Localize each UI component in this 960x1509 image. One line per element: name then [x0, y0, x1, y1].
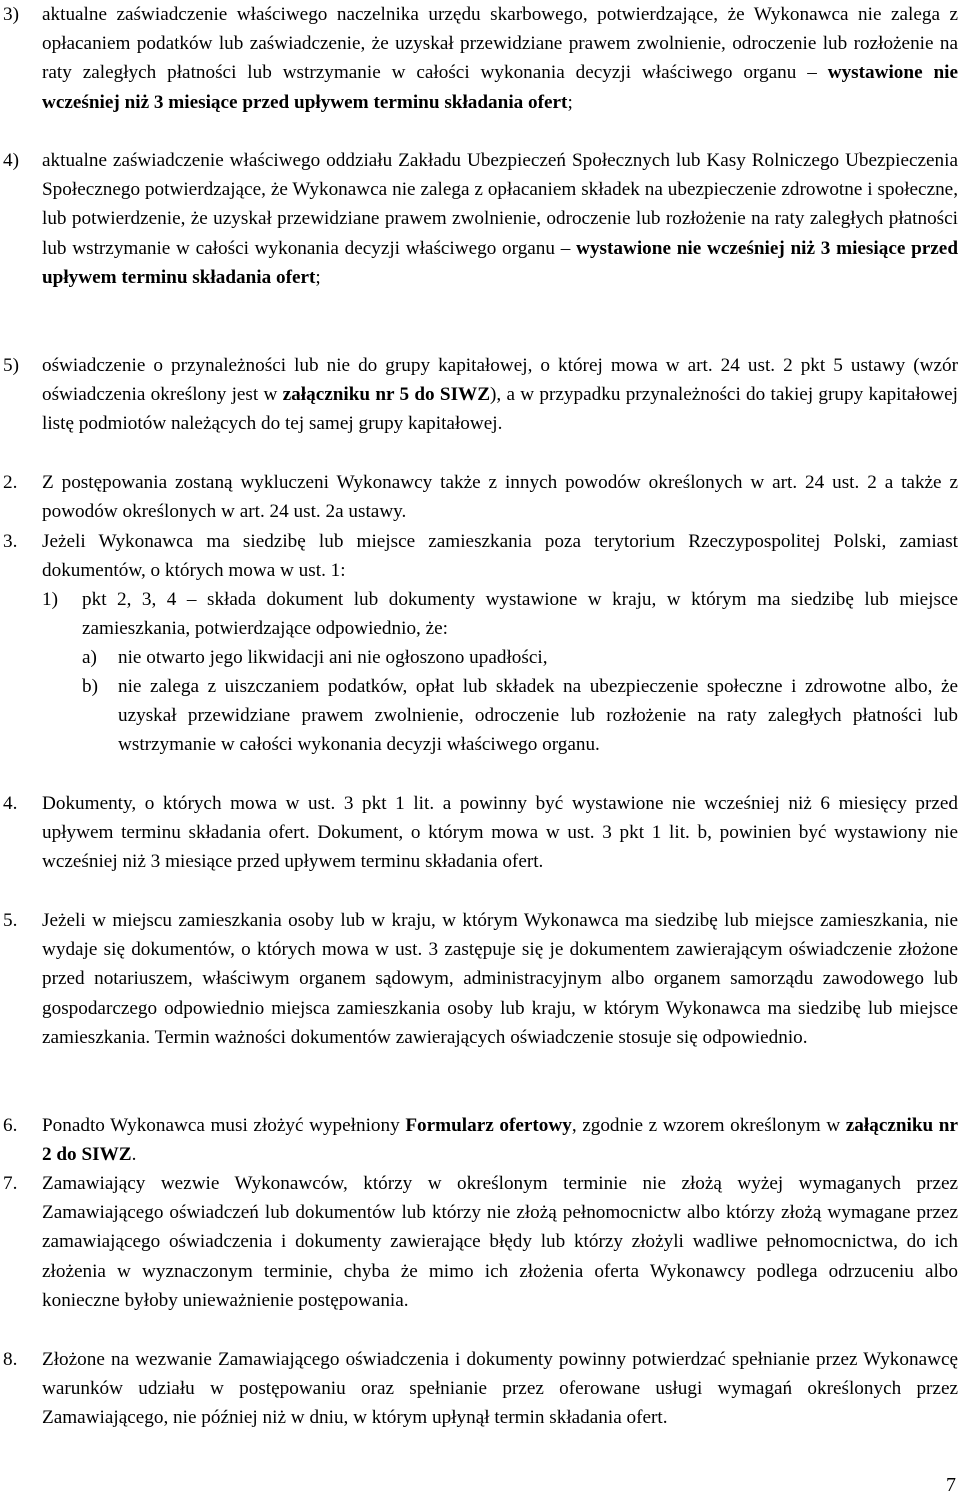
item-text: [118, 672, 958, 760]
item-text: [42, 789, 958, 877]
text-segment: ;: [315, 266, 321, 288]
bold-text: wystawione nie wcześniej niż 3 miesiące przed upływem terminu składania ofert: [42, 237, 958, 288]
item-text: [42, 1111, 958, 1169]
page-number: 7: [946, 1474, 956, 1496]
list-item: [0, 0, 958, 117]
item-marker: 6.: [3, 1115, 18, 1136]
list-item: [0, 1345, 958, 1433]
text-segment: nie zalega z uiszczaniem podatków, opłat lub składek na ubezpieczenie społeczne i zdrowotne albo, że uzyskał przewidziane prawem zwolnienie, odroczenie lub rozłożenie na raty zaległych płatności lub wstrzymanie w całości wykonania decyzji właściwego organu.: [118, 676, 958, 756]
bold-text: Formularz ofertowy: [405, 1115, 572, 1136]
item-marker: 3.: [3, 531, 18, 552]
item-text: [42, 0, 958, 117]
text-segment: ), a w przypadku przynależności do takiej grupy kapitałowej listę podmiotów należących do tej samej grupy kapitałowej.: [42, 384, 958, 435]
item-marker: 7.: [3, 1173, 18, 1194]
item-text: [42, 468, 958, 526]
list-item: [0, 527, 958, 585]
item-text: [42, 1169, 958, 1315]
bold-text: wystawione nie wcześniej niż 3 miesiące przed upływem terminu składania ofert: [42, 62, 958, 113]
item-text: [42, 527, 958, 585]
item-marker: a): [82, 647, 97, 668]
text-segment: Jeżeli w miejscu zamieszkania osoby lub w kraju, w którym Wykonawca ma siedzibę lub miejsce zamieszkania, nie wydaje się dokumentów, o których mowa w ust. 3 zastępuje się je dokumentem zawierającym oświadczenie złożone przed notariuszem, właściwym organem sądowym, administracyjnym albo organem samorządu zawodowego lub gospodarczego odpowiednio miejsca zamieszkania osoby lub kraju, w którym Wykonawca ma siedzibę lub miejsce zamieszkania. Termin ważności dokumentów zawierających oświadczenie stosuje się odpowiednio.: [42, 910, 958, 1048]
item-marker: 1): [42, 589, 58, 610]
text-segment: .: [131, 1144, 137, 1166]
list-item: [0, 1169, 958, 1315]
text-segment: Jeżeli Wykonawca ma siedzibę lub miejsce zamieszkania poza terytorium Rzeczypospolitej Polski, zamiast dokumentów, o których mowa w ust. 1:: [42, 531, 958, 582]
list-item: [0, 1111, 958, 1169]
text-segment: , zgodnie z wzorem określonym w: [571, 1115, 846, 1136]
item-text: [42, 146, 958, 292]
item-marker: 3): [3, 4, 19, 25]
item-text: [42, 351, 958, 439]
item-marker: 8.: [3, 1349, 18, 1370]
bold-text: załączniku nr 5 do SIWZ: [282, 384, 491, 406]
list-item: [0, 789, 958, 877]
list-item: [0, 672, 958, 760]
bold-text: załączniku nr 2 do SIWZ: [42, 1115, 958, 1166]
item-marker: 2.: [3, 472, 18, 493]
text-segment: Złożone na wezwanie Zamawiającego oświadczenia i dokumenty powinny potwierdzać spełnianie przez Wykonawcę warunków udziału w postępowaniu oraz spełnianie przez oferowane usługi wymagań określonych przez Zamawiającego, nie później niż w dniu, w którym upłynął termin składania ofert.: [42, 1349, 958, 1429]
list-item: [0, 468, 958, 526]
list-item: [0, 906, 958, 1052]
item-text: [82, 585, 958, 643]
list-item: [0, 643, 958, 672]
item-marker: b): [82, 676, 98, 697]
item-text: [118, 643, 958, 672]
item-marker: 4): [3, 150, 19, 171]
text-segment: ;: [567, 91, 573, 113]
item-marker: 5.: [3, 910, 18, 931]
text-segment: aktualne zaświadczenie właściwego naczelnika urzędu skarbowego, potwierdzające, że Wykonawca nie zalega z opłacaniem podatków lub zaświadczenie, że uzyskał przewidziane prawem zwolnienie, odroczenie lub rozłożenie na raty zaległych płatności lub wstrzymanie w całości wykonania decyzji właściwego organu –: [42, 4, 958, 84]
text-segment: oświadczenie o przynależności lub nie do grupy kapitałowej, o której mowa w art. 24 ust. 2 pkt 5 ustawy (wzór oświadczenia określony jest w: [42, 355, 958, 406]
text-segment: pkt 2, 3, 4 – składa dokument lub dokumenty wystawione w kraju, w którym ma siedzibę lub miejsce zamieszkania, potwierdzające odpowiednio, że:: [82, 589, 958, 640]
text-segment: Z postępowania zostaną wykluczeni Wykonawcy także z innych powodów określonych w art. 24 ust. 2 a także z powodów określonych w art. 24 ust. 2a ustawy.: [42, 472, 958, 523]
item-marker: 4.: [3, 793, 18, 814]
text-segment: Ponadto Wykonawca musi złożyć wypełniony: [42, 1115, 406, 1136]
text-segment: nie otwarto jego likwidacji ani nie ogłoszono upadłości,: [118, 647, 548, 668]
text-segment: Zamawiający wezwie Wykonawców, którzy w określonym terminie nie złożą wyżej wymaganych przez Zamawiającego oświadczeń lub dokumentów lub którzy nie złożą pełnomocnictw albo którzy złożą wymagane przez zamawiającego oświadczenia i dokumenty zawierające błędy lub którzy złożyli wadliwe pełnomocnictwa, do ich złożenia w wyznaczonym terminie, chyba że mimo ich złożenia oferta Wykonawcy podlega odrzuceniu albo konieczne byłoby unieważnienie postępowania.: [42, 1173, 958, 1311]
list-item: [0, 146, 958, 292]
item-marker: 5): [3, 355, 19, 376]
text-segment: aktualne zaświadczenie właściwego oddziału Zakładu Ubezpieczeń Społecznych lub Kasy Rolniczego Ubezpieczenia Społecznego potwierdzające, że Wykonawca nie zalega z opłacaniem składek na ubezpieczenie zdrowotne i społeczne, lub potwierdzenie, że uzyskał przewidziane prawem zwolnienie, odroczenie lub rozłożenie na raty zaległych płatności lub wstrzymanie w całości wykonania decyzji właściwego organu –: [42, 150, 958, 259]
list-item: [0, 585, 958, 643]
text-segment: Dokumenty, o których mowa w ust. 3 pkt 1 lit. a powinny być wystawione nie wcześniej niż 6 miesięcy przed upływem terminu składania ofert. Dokument, o którym mowa w ust. 3 pkt 1 lit. b, powinien być wystawiony nie wcześniej niż 3 miesiące przed upływem terminu składania ofert.: [42, 793, 958, 873]
item-text: [42, 1345, 958, 1433]
item-text: [42, 906, 958, 1052]
list-item: [0, 351, 958, 439]
